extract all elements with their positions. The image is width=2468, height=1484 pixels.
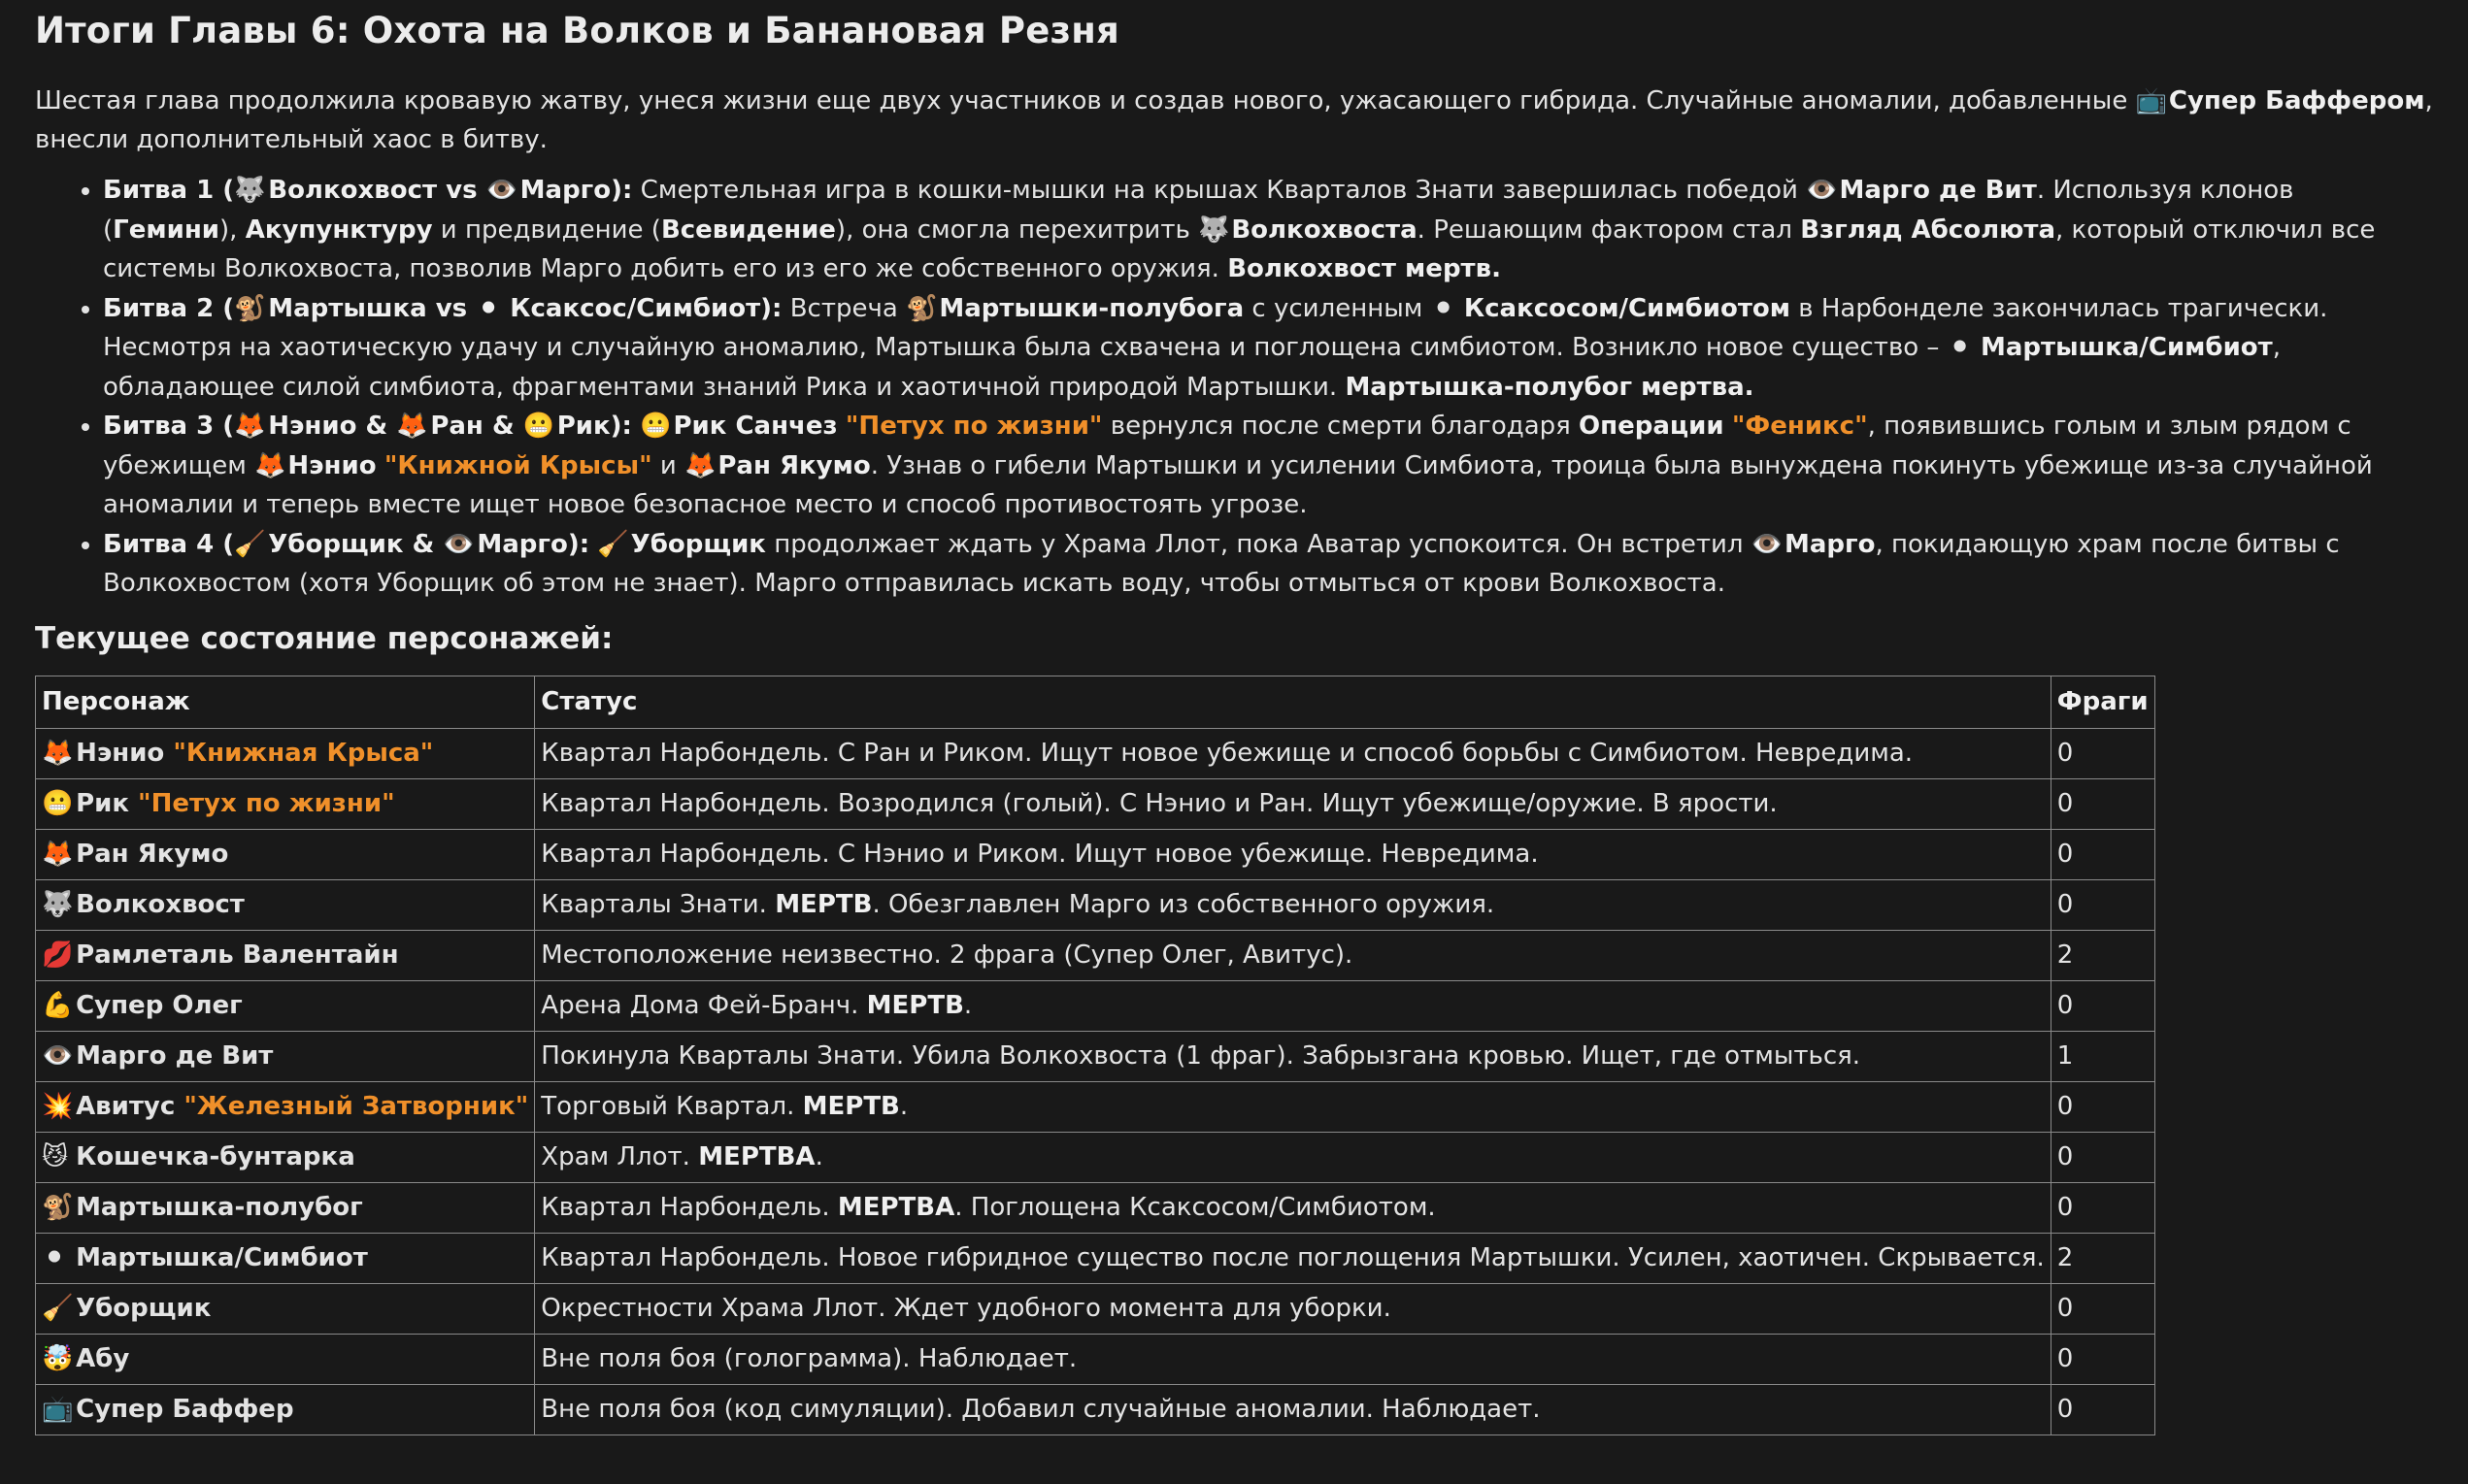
character-nickname: "Петух по жизни" [138,789,395,818]
tv-icon: 📺 [2135,86,2167,115]
status-text: Торговый Квартал. [541,1092,803,1121]
bold-name: Мартышки-полубога [939,293,1245,323]
status-cell [535,829,2051,879]
bold-name: Марго де Вит [1839,176,2037,205]
status-text: Арена Дома Фей-Бранч. [541,991,867,1020]
bold-name: Нэнио [287,450,377,480]
monkey-icon: 🐒 [906,293,938,323]
status-cell [535,778,2051,829]
battle-item-3 [103,407,2433,525]
status-dead-label: МЕРТВ [866,991,964,1020]
fox-icon: 🦊 [234,412,266,441]
battle-text: , появившись голым и злым рядом с убежищем [103,412,2351,480]
frags-cell: 0 [2051,980,2154,1031]
battle-text: ), [219,214,246,245]
status-text: Вне поля боя (код симуляции). Добавил случайные аномалии. Наблюдает. [541,1395,1541,1424]
character-name: Мартышка-полубог [76,1193,363,1222]
table-row [36,829,2155,879]
black-circle-icon: ⚫ [44,1243,65,1272]
character-cell [36,1233,535,1283]
fighter-name: Ран [430,412,484,441]
character-name: Волкохвост [76,890,245,919]
wolf-icon: 🐺 [42,890,74,919]
status-cell [535,1233,2051,1283]
battle-text [589,530,597,559]
battle-text: в Нарбонделе закончилась трагически. Несмотря на хаотическую удачу и случайную аномалию, Мартышка была схвачена и поглощена симбиотом. Возникло новое существо – [103,293,2328,362]
status-text: Квартал Нарбондель. С Нэнио и Риком. Ищут новое убежище. Невредима. [541,840,1539,869]
battle-text: Встреча [782,293,907,323]
character-cell [36,1081,535,1132]
frags-cell: 0 [2051,1384,2154,1435]
bold-name: Всевидение [660,214,836,245]
column-header-status: Статус [535,676,2051,728]
fighter-name: Марго [477,529,568,559]
vs-label: vs [437,176,486,205]
character-cell [36,829,535,879]
battle-list [35,171,2433,604]
character-cell [36,980,535,1031]
character-name: Мартышка/Симбиот [76,1243,368,1272]
wolf-icon: 🐺 [1198,214,1230,245]
table-row [36,1334,2155,1384]
battle-text: продолжает ждать у Храма Ллот, пока Аватар успокоится. Он встретил [765,529,1751,559]
battle-text: . Решающим фактором стал [1417,214,1801,245]
fox-icon: 🦊 [42,739,74,768]
character-cell [36,930,535,980]
status-dead-label: МЕРТВА [698,1142,816,1171]
broom-icon: 🧹 [597,529,629,559]
grimace-face-icon: 😬 [42,789,74,818]
battle-result: Мартышка-полубог мертва. [1345,372,1754,402]
nickname: "Феникс" [1731,412,1868,441]
status-text: Вне поля боя (голограмма). Наблюдает. [541,1344,1078,1373]
character-cell [36,728,535,778]
frags-cell: 2 [2051,930,2154,980]
battle-head: Битва 2 ( [103,293,235,323]
character-cell [36,879,535,930]
frags-cell: 0 [2051,778,2154,829]
battle-head-end: ): [760,293,783,323]
battle-head: Битва 4 ( [103,529,235,559]
bold-name: Ран Якумо [717,450,871,480]
broom-icon: 🧹 [234,529,266,559]
status-cell [535,1132,2051,1182]
fighter-name: Волкохвост [268,176,438,205]
character-name: Уборщик [76,1294,212,1323]
character-name: Супер Олег [76,991,243,1020]
frags-cell: 0 [2051,1283,2154,1334]
nickname: "Книжной Крысы" [384,450,652,480]
exploding-head-icon: 🤯 [42,1344,74,1373]
status-text: Окрестности Храма Ллот. Ждет удобного момента для уборки. [541,1294,1391,1323]
character-cell [36,1334,535,1384]
section-subtitle: Текущее состояние персонажей: [35,620,614,656]
status-cell [535,728,2051,778]
battle-text: Смертельная игра в кошки-мышки на крышах Кварталов Знати завершилась победой [632,176,1807,205]
table-row [36,1283,2155,1334]
grimace-face-icon: 😬 [640,412,672,441]
frags-cell: 0 [2051,829,2154,879]
status-text-end: . [899,1092,909,1121]
character-name: Ран Якумо [76,840,229,869]
frags-cell: 0 [2051,1182,2154,1233]
frags-cell: 1 [2051,1031,2154,1081]
status-text: Квартал Нарбондель. С Ран и Риком. Ищут новое убежище и способ борьбы с Симбиотом. Невредима. [541,739,1914,768]
fighter-name: Нэнио [268,412,357,441]
battle-item-1 [103,171,2433,289]
status-cell [535,1334,2051,1384]
battle-head: Битва 1 ( [103,176,235,205]
bold-name: Мартышка/Симбиот [1980,333,2273,362]
character-cell [36,1132,535,1182]
battle-text: , который отключил все системы Волкохвоста, позволив Марго добить его из его же собственного оружия. [103,214,2376,283]
status-text: Квартал Нарбондель. Новое гибридное существо после поглощения Мартышки. Усилен, хаотичен. Скрывается. [541,1243,2045,1272]
frags-cell: 0 [2051,879,2154,930]
status-text: Квартал Нарбондель. [541,1193,838,1222]
frags-cell: 2 [2051,1233,2154,1283]
fox-icon: 🦊 [42,840,74,869]
battle-text: . Узнав о гибели Мартышки и усилении Симбиота, троица была вынуждена покинуть убежище из-за случайной аномалии и теперь вместе ищет новое безопасное место и способ противостоять угрозе. [103,450,2373,519]
page-title: Итоги Главы 6: Охота на Волков и Банановая Резня [35,10,1119,51]
status-text-end: . Поглощена Ксаксосом/Симбиотом. [954,1193,1436,1222]
intro-paragraph [35,82,2433,159]
lips-icon: 💋 [42,940,74,970]
status-cell [535,1384,2051,1435]
status-dead-label: МЕРТВ [775,890,873,919]
amp-label: & [356,412,397,441]
character-name: Абу [76,1344,130,1373]
status-text: Квартал Нарбондель. Возродился (голый). С Нэнио и Ран. Ищут убежище/оружие. В ярости. [541,789,1778,818]
battle-text: , обладающее силой симбиота, фрагментами знаний Рика и хаотичной природой Мартышки. [103,333,2281,402]
status-text: Кварталы Знати. [541,890,776,919]
intro-name: Супер Баффером [2168,86,2425,115]
status-text: Местоположение неизвестно. 2 фрага (Супер Олег, Авитус). [541,940,1353,970]
fighter-name: Ксаксос/Симбиот [510,293,761,323]
table-row [36,1081,2155,1132]
character-cell [36,1384,535,1435]
character-cell [36,1283,535,1334]
bold-name: Гемини [113,214,220,245]
table-row [36,980,2155,1031]
fighter-name: Уборщик [268,529,404,559]
bold-name: Марго [1784,529,1876,559]
fox-icon: 🦊 [684,450,717,480]
tv-icon: 📺 [42,1395,74,1424]
frags-cell: 0 [2051,728,2154,778]
intro-text: Шестая глава продолжила кровавую жатву, унеся жизни еще двух участников и создав нового, ужасающего гибрида. Случайные аномалии, добавленные [35,86,2136,115]
battle-text: вернулся после смерти благодаря [1102,412,1580,441]
character-cell [36,1031,535,1081]
battle-head-end: ): [610,412,632,441]
battle-head: Битва 3 ( [103,412,235,441]
eye-icon: 👁️ [1751,529,1784,559]
status-cell [535,1182,2051,1233]
status-text: Покинула Кварталы Знати. Убила Волкохвоста (1 фраг). Забрызгана кровью. Ищет, где отмыться. [541,1041,1861,1071]
black-circle-icon: ⚫ [1949,333,1971,362]
table-row [36,879,2155,930]
wolf-icon: 🐺 [234,176,266,205]
fighter-name: Мартышка [268,293,427,323]
status-cell [535,980,2051,1031]
status-cell [535,1031,2051,1081]
character-name: Супер Баффер [76,1395,294,1424]
battle-text: с усиленным [1244,293,1431,323]
character-name: Марго де Вит [76,1041,274,1071]
battle-result: Волкохвост мертв. [1227,254,1501,283]
eye-icon: 👁️ [1806,176,1838,205]
character-nickname: "Железный Затворник" [183,1092,529,1121]
frags-cell: 0 [2051,1081,2154,1132]
table-row [36,1384,2155,1435]
table-row [36,1031,2155,1081]
smirking-cat-icon: 😼 [42,1142,69,1171]
bold-name: Волкохвоста [1231,214,1417,245]
explosion-icon: 💥 [42,1092,74,1121]
bold-name: Рик Санчез [673,412,838,441]
battle-text: , покидающую храм после битвы с Волкохвостом (хотя Уборщик об этом не знает). Марго отправилась искать воду, чтобы отмыться от крови Волкохвоста. [103,529,2340,598]
character-name: Рамлеталь Валентайн [76,940,399,970]
status-cell [535,1081,2051,1132]
amp-label: & [483,412,523,441]
nickname: "Петух по жизни" [845,412,1103,441]
character-name: Авитус [76,1092,176,1121]
battle-text: . Используя клонов ( [103,176,2294,245]
bold-name: Акупунктуру [245,214,433,245]
character-name: Кошечка-бунтарка [76,1142,355,1171]
status-text-end: . [963,991,973,1020]
status-dead-label: МЕРТВА [837,1193,955,1222]
broom-icon: 🧹 [42,1294,74,1323]
eye-icon: 👁️ [443,529,475,559]
bold-name: Уборщик [630,529,766,559]
eye-icon: 👁️ [485,176,517,205]
battle-head-end: ): [611,176,633,205]
status-cell [535,879,2051,930]
fox-icon: 🦊 [254,450,286,480]
flexed-arm-icon: 💪 [42,991,74,1020]
frags-cell: 0 [2051,1334,2154,1384]
table-row [36,930,2155,980]
fox-icon: 🦊 [396,412,428,441]
status-text-end: . Обезглавлен Марго из собственного оружия. [872,890,1495,919]
battle-head-end: ): [567,529,590,559]
vs-label: vs [426,293,477,323]
table-row [36,1233,2155,1283]
status-text-end: . [815,1142,823,1171]
character-nickname: "Книжная Крыса" [173,739,434,768]
status-cell [535,1283,2051,1334]
intro-text-end: , внесли дополнительный хаос в битву. [35,86,2433,154]
status-dead-label: МЕРТВ [802,1092,900,1121]
table-row [36,728,2155,778]
battle-text: и [651,450,685,480]
table-row [36,1182,2155,1233]
fighter-name: Марго [519,176,612,205]
character-name: Нэнио [76,739,165,768]
table-row [36,1132,2155,1182]
frags-cell: 0 [2051,1132,2154,1182]
battle-text: и предвидение ( [432,214,661,245]
column-header-character: Персонаж [36,676,535,728]
status-text: Храм Ллот. [541,1142,699,1171]
column-header-frags: Фраги [2051,676,2154,728]
character-table [35,676,2155,1435]
battle-text [632,412,640,441]
bold-name: Ксаксосом/Симбиотом [1463,293,1790,323]
status-cell [535,930,2051,980]
character-cell [36,778,535,829]
table-row [36,778,2155,829]
monkey-icon: 🐒 [42,1193,74,1222]
fighter-name: Рик [556,412,611,441]
grimace-face-icon: 😬 [522,412,555,441]
character-cell [36,1182,535,1233]
eye-icon: 👁️ [42,1041,74,1071]
bold-name: Операции [1579,412,1724,441]
table-header-row [36,676,2155,728]
character-name: Рик [76,789,129,818]
black-circle-icon: ⚫ [1432,293,1454,323]
bold-name: Взгляд Абсолюта [1800,214,2055,245]
battle-item-4 [103,525,2433,604]
black-circle-icon: ⚫ [478,293,500,323]
amp-label: & [403,529,444,559]
battle-text: ), она смогла перехитрить [835,214,1199,245]
battle-item-2 [103,289,2433,408]
monkey-icon: 🐒 [234,293,266,323]
